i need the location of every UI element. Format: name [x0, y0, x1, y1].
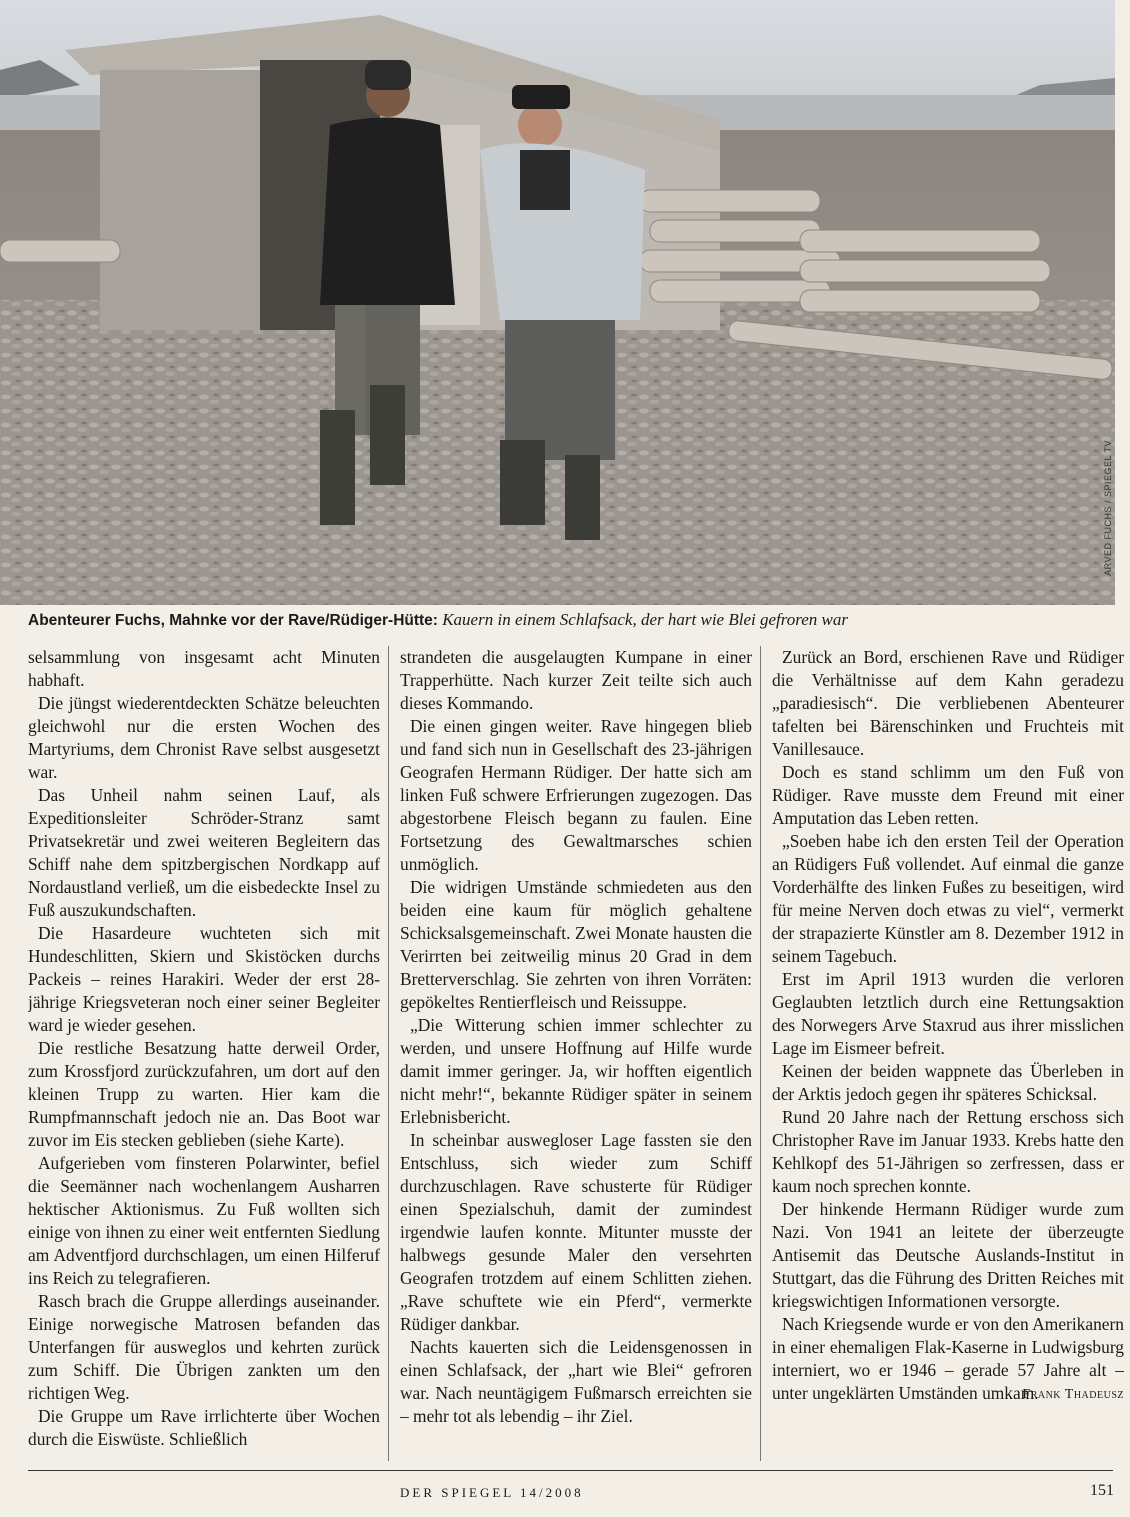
page-number: 151 [1090, 1482, 1114, 1499]
paragraph: Rund 20 Jahre nach der Rettung erschoss sich Christopher Rave im Januar 1933. Krebs hatte den Kehlkopf des 51-Jährigen so zerfressen, dass er kaum noch sprechen konnte. [772, 1107, 1124, 1196]
column-3 [772, 646, 1124, 1466]
paragraph: Die restliche Besatzung hatte derweil Order, zum Krossfjord zurückzufahren, um dort auf den kleinen Trupp zu warten. Hier kam die Rumpfmannschaft jedoch nie an. Das Boot war zuvor im Eis stecken geblieben (siehe Karte). [28, 1038, 380, 1150]
paragraph: selsammlung von insgesamt acht Minuten habhaft. [28, 647, 380, 690]
paragraph: Aufgerieben vom finsteren Polarwinter, befiel die Seemänner nach wochenlangem Ausharren hektischer Aktionismus. Zu Fuß wollten sich einige von ihnen zu einer weit entfernten Siedlung am Adventfjord durchschlagen, um einen Hilferuf ins Reich zu telegrafieren. [28, 1153, 380, 1288]
paragraph: strandeten die ausgelaugten Kumpane in einer Trapperhütte. Nach kurzer Zeit teilte sich auch dieses Kommando. [400, 647, 752, 713]
caption-text: Kauern in einem Schlafsack, der hart wie Blei gefroren war [442, 610, 848, 629]
column-2 [400, 646, 752, 1466]
paragraph: Die einen gingen weiter. Rave hingegen blieb und fand sich nun in Gesellschaft des 23-jährigen Geografen Hermann Rüdiger. Der hatte sich am linken Fuß schwere Erfrierungen zugezogen. Das abgestorbene Fleisch begann zu faulen. Eine Fortsetzung des Gewaltmarsches schien unmöglich. [400, 716, 752, 874]
paragraph: Nach Kriegsende wurde er von den Amerikanern in einer ehemaligen Flak-Kaserne in Ludwigsburg interniert, wo er 1946 – gerade 57 Jahre alt – unter ungeklärten Umständen umkam. [772, 1314, 1124, 1403]
photo-credit: ARVED FUCHS / SPIEGEL TV [1103, 440, 1113, 576]
hut-photo-illustration [0, 0, 1115, 605]
paragraph: In scheinbar auswegloser Lage fassten sie den Entschluss, sich wieder zum Schiff durchzuschlagen. Rave schusterte für Rüdiger einen Spezialschuh, damit der zumindest irgendwie laufen konnte. Mitunter musste der halbwegs gesunde Maler den versehrten Geografen trotzdem auf einem Schlitten ziehen. „Rave schuftete wie ein Pferd“, vermerkte Rüdiger dankbar. [400, 1130, 752, 1334]
footer-rule [28, 1470, 1113, 1471]
caption-lead: Abenteurer Fuchs, Mahnke vor der Rave/Rüdiger-Hütte: [28, 612, 438, 629]
magazine-issue: DER SPIEGEL 14/2008 [400, 1485, 584, 1500]
paragraph: Nachts kauerten sich die Leidensgenossen in einen Schlafsack, der „hart wie Blei“ gefroren war. Nach neuntägigem Fußmarsch erreichten sie – mehr tot als lebendig – ihr Ziel. [400, 1337, 752, 1426]
paragraph: Die widrigen Umstände schmiedeten aus den beiden eine kaum für möglich gehaltene Schicksalsgemeinschaft. Zwei Monate hausten die Verirrten bei zeitweilig minus 20 Grad in dem Bretterverschlag. Sie zehrten von ihren Vorräten: gepökeltes Rentierfleisch und Reissuppe. [400, 877, 752, 1012]
paragraph: Die Gruppe um Rave irrlichterte über Wochen durch die Eiswüste. Schließlich [28, 1406, 380, 1449]
article-photo [0, 0, 1115, 605]
paragraph: Die Hasardeure wuchteten sich mit Hundeschlitten, Skiern und Skistöcken durchs Packeis – reines Harakiri. Weder der erst 28-jährige Kriegsveteran noch einer seiner Begleiter ward je wieder gesehen. [28, 923, 380, 1035]
paragraph: Keinen der beiden wappnete das Überleben in der Arktis jedoch gegen ihr späteres Schicksal. [772, 1061, 1124, 1104]
paragraph: Der hinkende Hermann Rüdiger wurde zum Nazi. Von 1941 an leitete der überzeugte Antisemit das Deutsche Auslands-Institut in Stuttgart, das die Führung des Dritten Reiches mit kriegswichtigen Informationen versorgte. [772, 1199, 1124, 1311]
article-body [28, 646, 1124, 1466]
paragraph: „Soeben habe ich den ersten Teil der Operation an Rüdigers Fuß vollendet. Auf einmal die ganze Vorderhälfte des linken Fußes zu beseitigen, wird für meine Nerven doch etwas zu viel“, vermerkt der strapazierte Künstler am 8. Dezember 1912 in seinem Tagebuch. [772, 831, 1124, 966]
column-1 [28, 646, 380, 1466]
paragraph: „Die Witterung schien immer schlechter zu werden, und unsere Hoffnung auf Hilfe wurde damit immer geringer. Ja, wir hofften eigentlich nicht mehr!“, bekannte Rüdiger später in seinem Erlebnisbericht. [400, 1015, 752, 1127]
paragraph: Rasch brach die Gruppe allerdings auseinander. Einige norwegische Matrosen befanden das Unterfangen für ausweglos und kehrten zurück zum Schiff. Die Übrigen zankten um den richtigen Weg. [28, 1291, 380, 1403]
photo-caption [28, 609, 1108, 632]
paragraph: Das Unheil nahm seinen Lauf, als Expeditionsleiter Schröder-Stranz samt Privatsekretär und zwei weiteren Begleitern das Schiff nahe dem spitzbergischen Nordkapp auf Nordaustland verließ, um die eisbedeckte Insel zu Fuß auszukundschaften. [28, 785, 380, 920]
paragraph: Erst im April 1913 wurden die verloren Geglaubten letztlich durch eine Rettungsaktion des Norwegers Arve Staxrud aus ihrer misslichen Lage im Eismeer befreit. [772, 969, 1124, 1058]
author-byline: Frank Thadeusz [1022, 1387, 1124, 1402]
paragraph: Zurück an Bord, erschienen Rave und Rüdiger die Verhältnisse auf dem Kahn geradezu „paradiesisch“. Die verbliebenen Abenteurer tafelten bei Bärenschinken und Fruchteis mit Vanillesauce. [772, 647, 1124, 759]
paragraph: Die jüngst wiederentdeckten Schätze beleuchten gleichwohl nur die ersten Wochen des Martyriums, dem Chronist Rave selbst ausgesetzt war. [28, 693, 380, 782]
paragraph: Doch es stand schlimm um den Fuß von Rüdiger. Rave musste dem Freund mit einer Amputation das Leben retten. [772, 762, 1124, 828]
